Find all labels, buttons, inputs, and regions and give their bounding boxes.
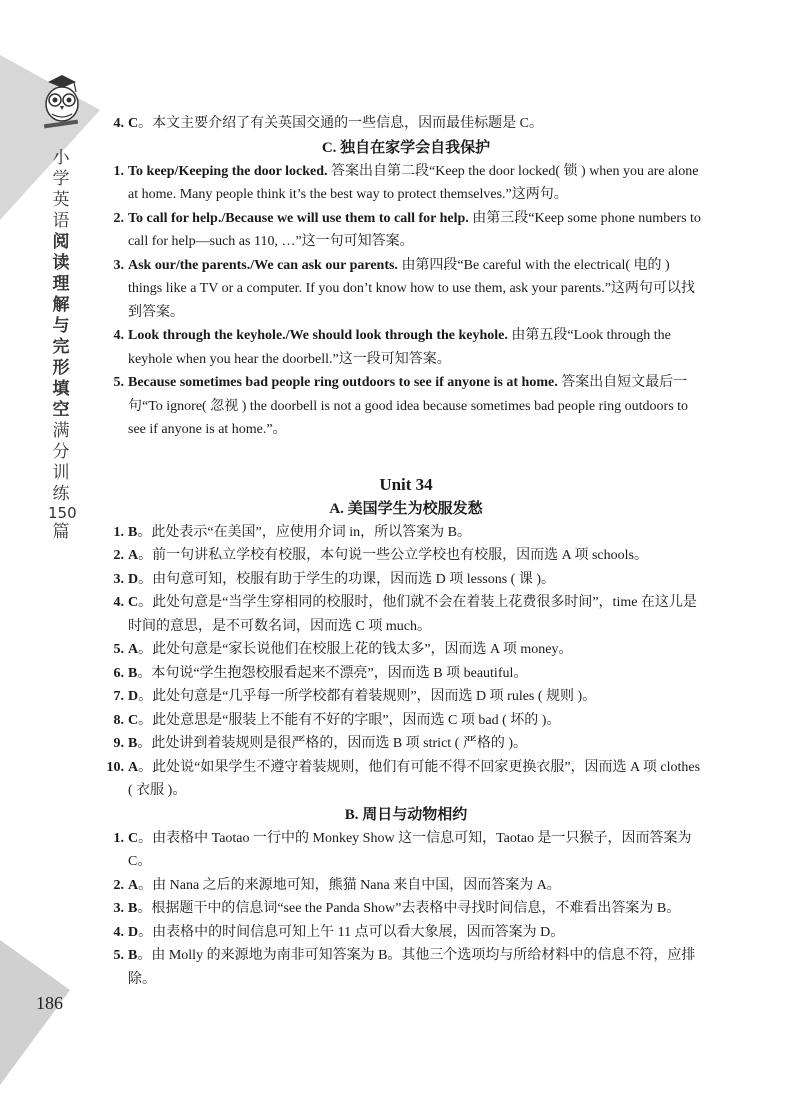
sidebar-title-char: 形 — [52, 358, 70, 378]
list-item — [106, 897, 706, 921]
list-item — [106, 371, 706, 442]
item-number: 5. — [113, 948, 124, 963]
item-explanation: 。此处讲到着装规则是很严格的，因而选 B 项 strict ( 严格的 )。 — [137, 736, 527, 751]
sidebar-title-char: 与 — [52, 316, 70, 336]
list-item — [106, 921, 706, 945]
section-c-list — [106, 160, 706, 442]
item-answer: B — [128, 524, 138, 540]
item-answer: A — [128, 759, 139, 775]
item-explanation: 。本文主要介绍了有关英国交通的一些信息，因而最佳标题是 C。 — [138, 116, 543, 131]
item-explanation: 。由句意可知，校服有助于学生的功课，因而选 D 项 lessons ( 课 )。 — [138, 571, 556, 587]
list-item — [106, 544, 706, 568]
item-answer: A — [128, 548, 139, 563]
item-explanation: 由第五段“Look through the keyhole when you hear the doorbell.”这一段可知答案。 — [128, 328, 671, 367]
section-a-title: A. 美国学生为校服发愁 — [329, 500, 483, 517]
item-number: 7. — [113, 689, 124, 704]
answer-content — [106, 112, 706, 991]
item-answer: B — [128, 736, 138, 751]
item-number: 3. — [113, 571, 124, 587]
sidebar-title-char: 小 — [52, 148, 70, 168]
item-answer: B — [128, 665, 138, 681]
list-item — [106, 638, 706, 662]
list-item — [106, 944, 706, 991]
item-number: 6. — [113, 665, 124, 681]
item-explanation: 答案出自第二段“Keep the door locked( 锁 ) when you are alone at home. Many people think it’s the best way to protect themselves.”这两句。 — [128, 163, 699, 202]
list-item — [106, 112, 706, 136]
item-explanation: 。前一句讲私立学校有校服，本句说一些公立学校也有校服，因而选 A 项 schools。 — [138, 548, 648, 563]
item-explanation: 。此处句意是“家长说他们在校服上花的钱太多”，因而选 A 项 money。 — [138, 642, 573, 657]
list-item — [106, 732, 706, 756]
item-explanation: 。由 Molly 的来源地为南非可知答案为 B。其他三个选项均与所给材料中的信息不符，应排除。 — [128, 948, 696, 987]
list-item — [106, 756, 706, 803]
list-item — [106, 709, 706, 733]
item-answer: B — [128, 901, 138, 916]
item-explanation: 。此处句意是“几乎每一所学校都有着装规则”，因而选 D 项 rules ( 规则 )。 — [138, 689, 597, 704]
list-item — [106, 874, 706, 898]
item-explanation: 。此处意思是“服装上不能有不好的字眼”，因而选 C 项 bad ( 坏的 )。 — [138, 712, 561, 728]
item-number: 4. — [113, 924, 124, 940]
sidebar-title-char: 篇 — [52, 522, 70, 542]
item-explanation: 。此处句意是“当学生穿相同的校服时，他们就不会在着装上花费很多时间”，time 在这儿是时间的意思，是不可数名词，因而选 C 项 much。 — [128, 595, 697, 634]
list-item — [106, 685, 706, 709]
list-item — [106, 568, 706, 592]
item-answer: A — [128, 642, 139, 657]
sidebar-title-char: 训 — [52, 463, 70, 483]
item-number: 3. — [113, 901, 124, 916]
item-number: 2. — [113, 210, 124, 226]
item-number: 8. — [113, 712, 124, 728]
sidebar-title-char: 学 — [52, 169, 70, 189]
sidebar-title-char: 空 — [52, 400, 70, 420]
sidebar-title-char: 理 — [52, 274, 70, 294]
list-item — [106, 254, 706, 325]
item-explanation: 由第三段“Keep some phone numbers to call for help—such as 110, …”这一句可知答案。 — [128, 210, 701, 249]
item-explanation: 。由 Nana 之后的来源地可知，熊猫 Nana 来自中国，因而答案为 A。 — [138, 877, 561, 893]
item-answer: A — [128, 877, 139, 893]
sidebar-title-char: 填 — [52, 379, 70, 399]
item-number: 1. — [113, 830, 124, 846]
section-b-list — [106, 827, 706, 992]
item-answer: B — [128, 948, 138, 963]
item-number: 4. — [113, 595, 124, 610]
item-number: 3. — [113, 257, 124, 273]
page-number: 186 — [36, 993, 63, 1013]
item-explanation: 答案出自短文最后一句“To ignore( 忽视 ) the doorbell is not a good idea because sometimes bad people ring outdoors to see if anyone is at home.”。 — [128, 375, 689, 437]
section-c-title: C. 独自在家学会自我保护 — [321, 139, 491, 156]
item-answer: Ask our/the parents./We can ask our parents. — [128, 257, 398, 273]
item-number: 2. — [113, 548, 124, 563]
sidebar-title-char: 练 — [52, 484, 70, 504]
list-item — [106, 324, 706, 371]
item-answer: D — [128, 924, 139, 940]
list-item — [106, 521, 706, 545]
item-number: 5. — [113, 375, 124, 390]
item-number: 1. — [113, 163, 124, 179]
item-number: 2. — [113, 877, 124, 893]
item-answer: C — [128, 830, 139, 846]
item-explanation: 。由表格中 Taotao 一行中的 Monkey Show 这一信息可知，Taotao 是一只猴子，因而答案为 C。 — [128, 830, 692, 869]
item-number: 4. — [113, 116, 124, 131]
list-item — [106, 827, 706, 874]
unit-title: Unit 34 — [379, 474, 433, 494]
item-explanation: 。此处表示“在美国”，应使用介词 in，所以答案为 B。 — [137, 524, 471, 540]
list-item — [106, 662, 706, 686]
vertical-book-title — [48, 148, 77, 543]
item-number: 1. — [113, 524, 124, 540]
item-number: 10. — [106, 759, 124, 775]
list-item — [106, 160, 706, 207]
item-answer: C — [128, 116, 139, 131]
sidebar-title-char: 分 — [52, 442, 70, 462]
list-item — [106, 591, 706, 638]
item-answer: Because sometimes bad people ring outdoors to see if anyone is at home. — [128, 375, 558, 390]
item-answer: C — [128, 712, 139, 728]
owl-mascot-icon — [38, 72, 86, 132]
section-a-list — [106, 521, 706, 803]
sidebar-title-char: 满 — [52, 421, 70, 441]
list-item — [106, 207, 706, 254]
sidebar-title-char: 完 — [52, 337, 70, 357]
item-explanation: 。根据题干中的信息词“see the Panda Show”去表格中寻找时间信息，不难看出答案为 B。 — [137, 901, 681, 916]
item-explanation: 。由表格中的时间信息可知上午 11 点可以看大象展，因而答案为 D。 — [138, 924, 565, 940]
item-answer: D — [128, 689, 139, 704]
sidebar-title-char: 读 — [52, 253, 70, 273]
item-answer: To keep/Keeping the door locked. — [128, 163, 328, 179]
sidebar-title-number: 150 — [48, 504, 77, 522]
item-number: 4. — [113, 328, 124, 343]
section-b-title: B. 周日与动物相约 — [344, 806, 468, 823]
sidebar-title-char: 英 — [52, 190, 70, 210]
item-answer: D — [128, 571, 139, 587]
sidebar-title-char: 解 — [52, 295, 70, 315]
item-explanation: 。本句说“学生抱怨校服看起来不漂亮”，因而选 B 项 beautiful。 — [137, 665, 528, 681]
item-number: 5. — [113, 642, 124, 657]
sidebar-title-char: 语 — [52, 211, 70, 231]
sidebar-title-char: 阅 — [52, 232, 70, 252]
item-answer: C — [128, 595, 139, 610]
item-explanation: 由第四段“Be careful with the electrical( 电的 ) things like a TV or a computer. If you don’t know how to use them, ask your parents.”这两句可以找到答案。 — [128, 257, 695, 320]
item-answer: Look through the keyhole./We should look through the keyhole. — [128, 328, 508, 343]
item-answer: To call for help./Because we will use them to call for help. — [128, 210, 469, 226]
item-explanation: 。此处说“如果学生不遵守着装规则，他们有可能不得不回家更换衣服”，因而选 A 项 clothes ( 衣服 )。 — [128, 759, 701, 798]
item-number: 9. — [113, 736, 124, 751]
